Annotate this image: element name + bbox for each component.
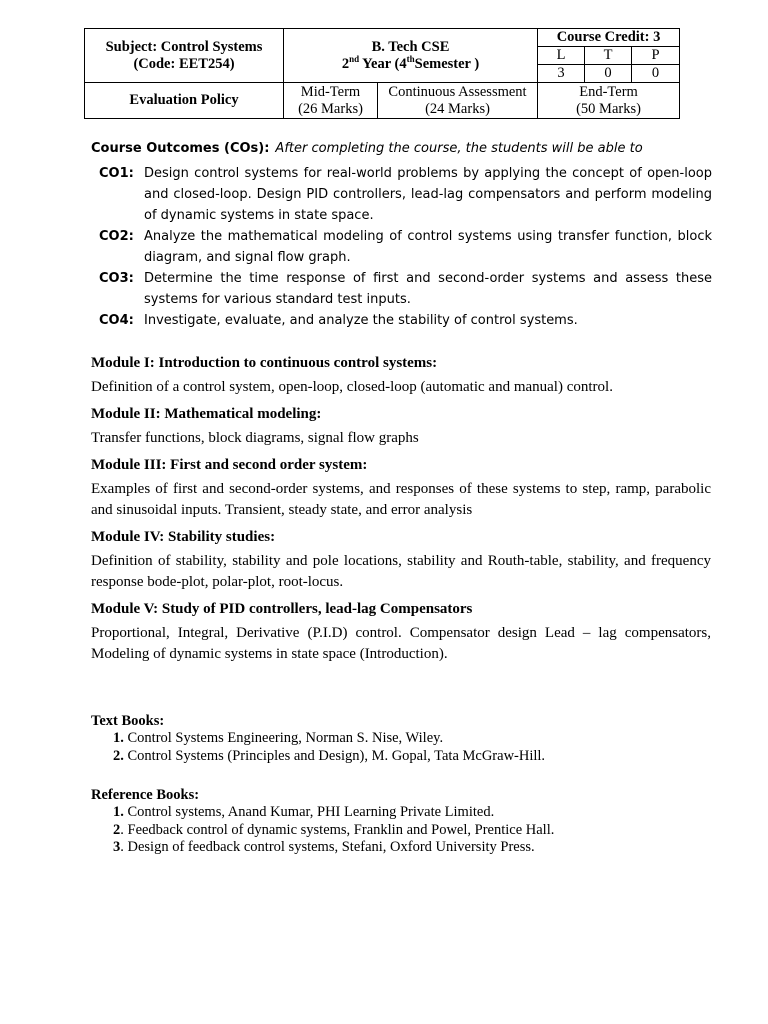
module-body: Examples of first and second-order systems, and responses of these systems to step, ramp, parabolic and sinusoidal inputs. Transient, steady state, and error analysis	[91, 481, 711, 518]
module-5	[91, 600, 711, 665]
continuous-assessment-cell	[378, 83, 538, 119]
text-books-section	[91, 712, 711, 765]
module-body: Definition of a control system, open-loop, closed-loop (automatic and manual) control.	[91, 379, 613, 395]
list-item: 1. Control Systems Engineering, Norman S. Nise, Wiley.	[113, 730, 444, 746]
co-item	[99, 268, 712, 310]
course-credit: Course Credit: 3	[538, 29, 680, 47]
ltp-label-p: P	[632, 47, 680, 65]
co-text: Design control systems for real-world problems by applying the concept of open-loop and closed-loop. Design PID controllers, lead-lag compensators and perform modeling of dynamic systems in state space.	[144, 166, 712, 223]
end-term-cell	[538, 83, 680, 119]
module-title: Module II: Mathematical modeling:	[91, 406, 322, 422]
module-title: Module IV: Stability studies:	[91, 529, 276, 545]
list-item: 1. Control systems, Anand Kumar, PHI Learning Private Limited.	[113, 804, 495, 820]
mid-term-cell	[284, 83, 378, 119]
subject-cell	[85, 29, 284, 83]
module-title: Module V: Study of PID controllers, lead-lag Compensators	[91, 601, 473, 617]
co-label: CO1:	[99, 166, 134, 181]
ltp-label-t: T	[585, 47, 632, 65]
mid-term-label: Mid-Term	[300, 83, 361, 100]
module-title: Module III: First and second order system:	[91, 457, 368, 473]
course-outcomes-intro: After completing the course, the students will be able to	[275, 141, 643, 156]
module-3	[91, 456, 711, 521]
program-name: B. Tech CSE	[371, 38, 450, 55]
course-outcomes-title: Course Outcomes (COs):	[91, 141, 270, 156]
year-semester: 2nd Year (4thSemester )	[341, 53, 480, 72]
course-outcomes-list	[99, 163, 712, 331]
ltp-value-t: 0	[585, 65, 632, 83]
ltp-value-l: 3	[538, 65, 585, 83]
co-item	[99, 163, 712, 226]
co-text: Analyze the mathematical modeling of control systems using transfer function, block diagram, and signal flow graph.	[144, 229, 712, 265]
co-label: CO2:	[99, 229, 134, 244]
module-title: Module I: Introduction to continuous control systems:	[91, 355, 438, 371]
course-header-table	[84, 28, 680, 119]
module-4	[91, 528, 711, 593]
subject-title: Subject: Control Systems	[105, 38, 263, 55]
evaluation-policy-label: Evaluation Policy	[85, 83, 284, 119]
reference-books-list	[91, 804, 711, 857]
mid-term-marks: (26 Marks)	[298, 100, 363, 117]
co-item	[99, 226, 712, 268]
continuous-assessment-label: Continuous Assessment	[388, 83, 527, 100]
course-outcomes-heading	[91, 141, 643, 156]
module-2	[91, 405, 711, 449]
list-item: 2. Feedback control of dynamic systems, Franklin and Powel, Prentice Hall.	[113, 821, 555, 838]
subject-code: (Code: EET254)	[133, 55, 235, 72]
reference-books-heading: Reference Books:	[91, 787, 200, 803]
module-1	[91, 354, 711, 398]
module-body: Proportional, Integral, Derivative (P.I.D) control. Compensator design Lead – lag compensators, Modeling of dynamic systems in state space (Introduction).	[91, 625, 711, 662]
continuous-assessment-marks: (24 Marks)	[425, 100, 490, 117]
module-body: Transfer functions, block diagrams, signal flow graphs	[91, 430, 419, 446]
ltp-value-p: 0	[632, 65, 680, 83]
program-cell	[284, 29, 538, 83]
co-text: Determine the time response of first and second-order systems and assess these systems for various standard test inputs.	[144, 271, 712, 307]
end-term-label: End-Term	[579, 83, 638, 100]
co-text: Investigate, evaluate, and analyze the stability of control systems.	[144, 313, 578, 328]
modules-section	[91, 354, 711, 672]
text-books-heading: Text Books:	[91, 713, 165, 729]
reference-books-section	[91, 786, 711, 857]
end-term-marks: (50 Marks)	[576, 100, 641, 117]
list-item: 2. Control Systems (Principles and Design), M. Gopal, Tata McGraw-Hill.	[113, 747, 546, 764]
text-books-list	[91, 730, 711, 765]
co-item	[99, 310, 712, 331]
ltp-label-l: L	[538, 47, 585, 65]
co-label: CO4:	[99, 313, 134, 328]
module-body: Definition of stability, stability and pole locations, stability and Routh-table, stability, and frequency response bode-plot, polar-plot, root-locus.	[91, 553, 711, 590]
list-item: 3. Design of feedback control systems, Stefani, Oxford University Press.	[113, 839, 535, 855]
co-label: CO3:	[99, 271, 134, 286]
